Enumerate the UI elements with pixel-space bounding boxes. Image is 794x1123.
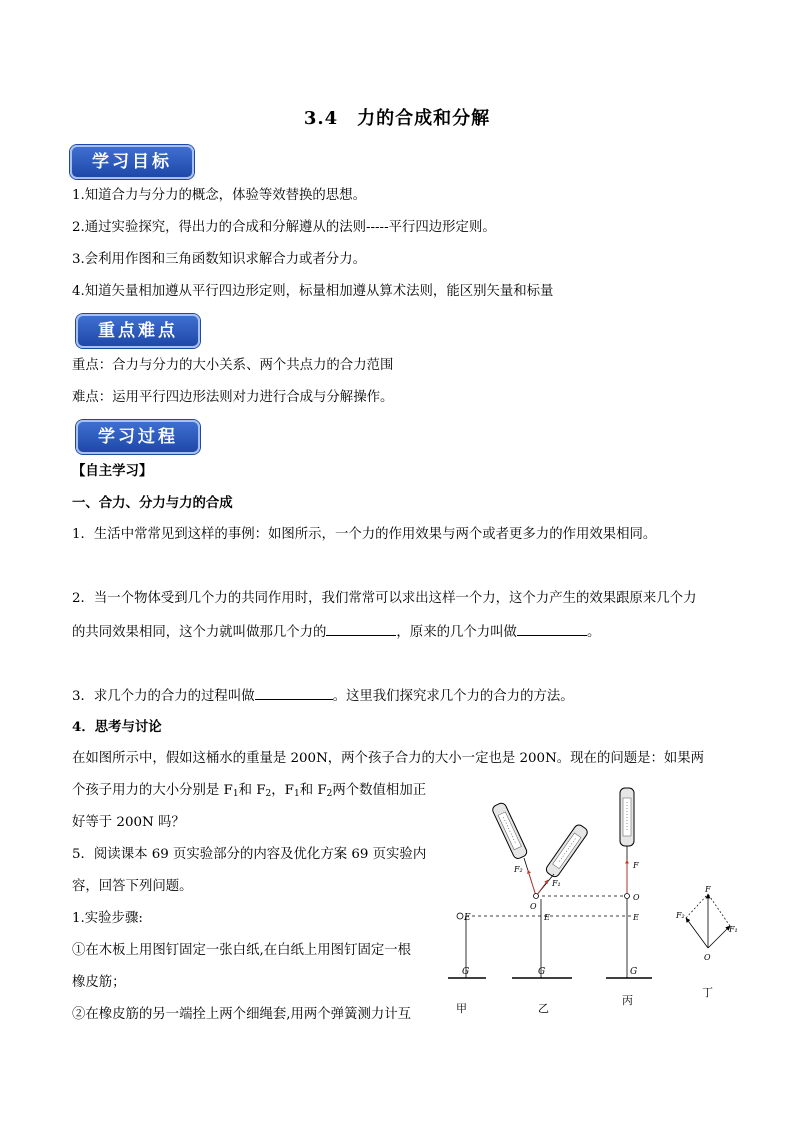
label-g: G	[538, 967, 546, 977]
question-4-line-1: 在如图所示中，假如这桶水的重量是 200N，两个孩子合力的大小一定也是 200N。现在的问题是：如果两	[72, 751, 705, 766]
steps-heading: 1.实验步骤:	[72, 911, 143, 926]
objective-2: 2.通过实验探究，得出力的合成和分解遵从的法则-----平行四边形定则。	[72, 220, 496, 235]
difficulty-point: 难点：运用平行四边形法则对力进行合成与分解操作。	[72, 390, 394, 405]
subscript-2: 2	[326, 789, 333, 799]
q4-text-e: 两个数值相加正	[332, 783, 427, 798]
objective-3: 3.会利用作图和三角函数知识求解合力或者分力。	[72, 252, 366, 267]
label-f: F	[705, 885, 711, 894]
subscript-2: 2	[265, 789, 272, 799]
answer-blank-component[interactable]	[517, 621, 587, 636]
question-4-line-3: 好等于 200N 吗？	[72, 815, 185, 830]
page-title: 3.4 力的合成和分解	[303, 108, 491, 129]
question-3-text-b: 。这里我们探究求几个力的合力的方法。	[332, 689, 574, 704]
label-f2: F₂	[676, 911, 685, 920]
question-2-line-1: 2．当一个物体受到几个力的共同作用时，我们常常可以求出这样一个力，这个力产生的效果跟原来几个力	[72, 591, 697, 606]
label-o: O	[633, 893, 640, 902]
panel-ding	[675, 885, 738, 999]
q4-text-c: ，F	[271, 783, 294, 798]
step-1-line-1: ①在木板上用图钉固定一张白纸,在白纸上用图钉固定一根	[72, 943, 412, 958]
question-4-line-2	[72, 781, 426, 801]
q4-text-d: 和 F	[299, 783, 327, 798]
badge-process: 学习过程	[76, 420, 200, 454]
label-f: F	[633, 861, 639, 870]
badge-objectives: 学习目标	[70, 145, 194, 179]
step-2-line-1: ②在橡皮筋的另一端拴上两个细绳套,用两个弹簧测力计互	[72, 1007, 412, 1022]
label-g: G	[630, 967, 638, 977]
panel-yi	[491, 802, 589, 1015]
label-e: E	[633, 913, 639, 922]
question-3	[72, 685, 574, 707]
section-label: 【自主学习】	[72, 463, 153, 479]
label-bing: 丙	[622, 994, 633, 1007]
question-2-text-c: 。	[586, 625, 601, 640]
key-point: 重点：合力与分力的大小关系、两个共点力的合力范围	[72, 358, 394, 373]
spring-scale-left	[491, 802, 528, 860]
experiment-figure	[440, 782, 740, 1022]
question-4-heading: 4．思考与讨论	[72, 719, 162, 735]
label-f2: F₂	[514, 865, 523, 874]
spring-scale-vertical	[620, 788, 634, 846]
question-1: 1．生活中常常见到这样的事例：如图所示，一个力的作用效果与两个或者更多力的作用效果相同。	[72, 527, 657, 542]
badge-key-points: 重点难点	[76, 314, 200, 348]
label-o: O	[530, 902, 537, 911]
heading-resultant-force: 一、合力、分力与力的合成	[72, 495, 233, 511]
objective-1: 1.知道合力与分力的概念，体验等效替换的思想。	[72, 188, 366, 203]
label-f1: F₁	[552, 879, 561, 888]
label-ding: 丁	[702, 986, 713, 999]
step-1-line-2: 橡皮筋；	[72, 975, 126, 990]
label-jia: 甲	[456, 1002, 467, 1015]
objective-4: 4.知道矢量相加遵从平行四边形定则，标量相加遵从算术法则，能区别矢量和标量	[72, 284, 554, 299]
label-g: G	[462, 967, 470, 977]
question-3-text-a: 3．求几个力的合力的过程叫做	[72, 689, 255, 704]
question-2-line-2	[72, 621, 600, 643]
question-2-text-a: 的共同效果相同，这个力就叫做那几个力的	[72, 625, 327, 640]
subscript-1: 1	[232, 789, 239, 799]
label-e: E	[544, 913, 550, 922]
subscript-1: 1	[293, 789, 300, 799]
panel-bing	[606, 788, 652, 1007]
spring-scale-right	[544, 823, 589, 879]
question-5-line-1: 5．阅读课本 69 页实验部分的内容及优化方案 69 页实验内	[72, 847, 427, 862]
question-2-text-b: ，原来的几个力叫做	[396, 625, 517, 640]
panel-jia	[448, 913, 486, 1015]
label-yi: 乙	[538, 1002, 549, 1015]
q4-text-a: 个孩子用力的大小分别是 F	[72, 783, 233, 798]
label-f1: F₁	[729, 925, 738, 934]
answer-blank-composition[interactable]	[255, 685, 333, 700]
answer-blank-resultant[interactable]	[326, 621, 396, 636]
q4-text-b: 和 F	[238, 783, 266, 798]
question-5-line-2: 容，回答下列问题。	[72, 879, 193, 894]
label-o: O	[704, 953, 711, 962]
label-e: E	[464, 913, 471, 923]
